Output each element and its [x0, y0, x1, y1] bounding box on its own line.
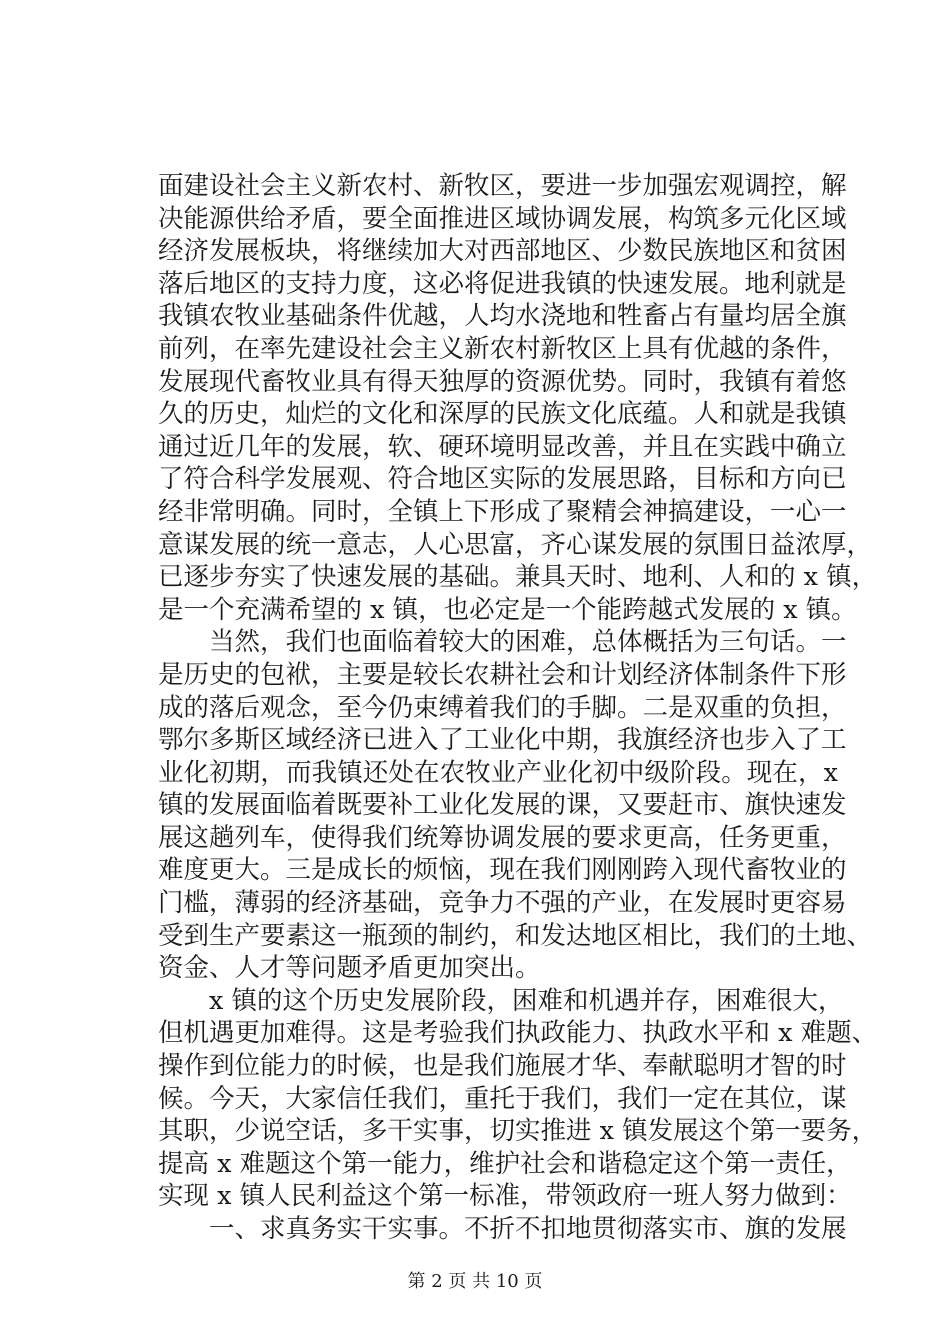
text-line: 但机遇更加难得。这是考验我们执政能力、执政水平和 x 难题、 — [158, 1018, 878, 1049]
text-line: 前列，在率先建设社会主义新农村新牧区上具有优越的条件， — [158, 333, 847, 364]
text-line: 是一个充满希望的 x 镇，也必定是一个能跨越式发展的 x 镇。 — [158, 594, 857, 625]
text-line: 难度更大。三是成长的烦恼，现在我们刚刚跨入现代畜牧业的 — [158, 855, 847, 886]
text-line: 意谋发展的统一意志，人心思富，齐心谋发展的氛围日益浓厚， — [158, 529, 873, 560]
page-footer — [0, 1267, 950, 1293]
text-line: 了符合科学发展观、符合地区实际的发展思路，目标和方向已 — [158, 464, 847, 495]
text-line: 实现 x 镇人民利益这个第一标准，带领政府一班人努力做到： — [158, 1181, 852, 1212]
text-line: 候。今天，大家信任我们，重托于我们，我们一定在其位，谋 — [158, 1083, 847, 1114]
text-line: 鄂尔多斯区域经济已进入了工业化中期，我旗经济也步入了工 — [158, 725, 847, 756]
text-line: 经非常明确。同时，全镇上下形成了聚精会神搞建设，一心一 — [158, 496, 847, 527]
text-line: 镇的发展面临着既要补工业化发展的课，又要赶市、旗快速发 — [158, 790, 847, 821]
text-line: 其职，少说空话，多干实事，切实推进 x 镇发展这个第一要务， — [158, 1116, 878, 1147]
text-line: 经济发展板块，将继续加大对西部地区、少数民族地区和贫困 — [158, 236, 847, 267]
text-line: 提高 x 难题这个第一能力，维护社会和谐稳定这个第一责任， — [158, 1148, 852, 1179]
text-line: 已逐步夯实了快速发展的基础。兼具天时、地利、人和的 x 镇， — [158, 562, 878, 593]
text-line: 发展现代畜牧业具有得天独厚的资源优势。同时，我镇有着悠 — [158, 366, 847, 397]
text-line: 展这趟列车，使得我们统筹协调发展的要求更高，任务更重， — [158, 822, 847, 853]
text-line: 操作到位能力的时候，也是我们施展才华、奉献聪明才智的时 — [158, 1051, 847, 1082]
text-line: 受到生产要素这一瓶颈的制约，和发达地区相比，我们的土地、 — [158, 920, 873, 951]
text-line: 是历史的包袱，主要是较长农耕社会和计划经济体制条件下形 — [158, 659, 847, 690]
page-number: 第 2 页 共 10 页 — [407, 1271, 543, 1292]
text-line: 一、求真务实干实事。不折不扣地贯彻落实市、旗的发展 — [158, 1214, 847, 1244]
text-line: 通过近几年的发展，软、硬环境明显改善，并且在实践中确立 — [158, 431, 847, 462]
body-text — [158, 170, 878, 1246]
text-line: x 镇的这个历史发展阶段，困难和机遇并存，困难很大， — [158, 985, 844, 1016]
text-line: 业化初期，而我镇还处在农牧业产业化初中级阶段。现在，x — [158, 757, 838, 788]
text-line: 资金、人才等问题矛盾更加突出。 — [158, 953, 541, 984]
text-line: 成的落后观念，至今仍束缚着我们的手脚。二是双重的负担， — [158, 692, 847, 723]
text-line: 门槛，薄弱的经济基础，竞争力不强的产业，在发展时更容易 — [158, 888, 847, 919]
text-line: 决能源供给矛盾，要全面推进区域协调发展，构筑多元化区域 — [158, 203, 847, 234]
text-line: 我镇农牧业基础条件优越，人均水浇地和牲畜占有量均居全旗 — [158, 301, 847, 332]
text-line: 落后地区的支持力度，这必将促进我镇的快速发展。地利就是 — [158, 268, 847, 299]
text-line: 久的历史，灿烂的文化和深厚的民族文化底蕴。人和就是我镇 — [158, 399, 847, 430]
text-line: 当然，我们也面临着较大的困难，总体概括为三句话。一 — [158, 627, 847, 658]
text-line: 面建设社会主义新农村、新牧区，要进一步加强宏观调控，解 — [158, 171, 847, 201]
